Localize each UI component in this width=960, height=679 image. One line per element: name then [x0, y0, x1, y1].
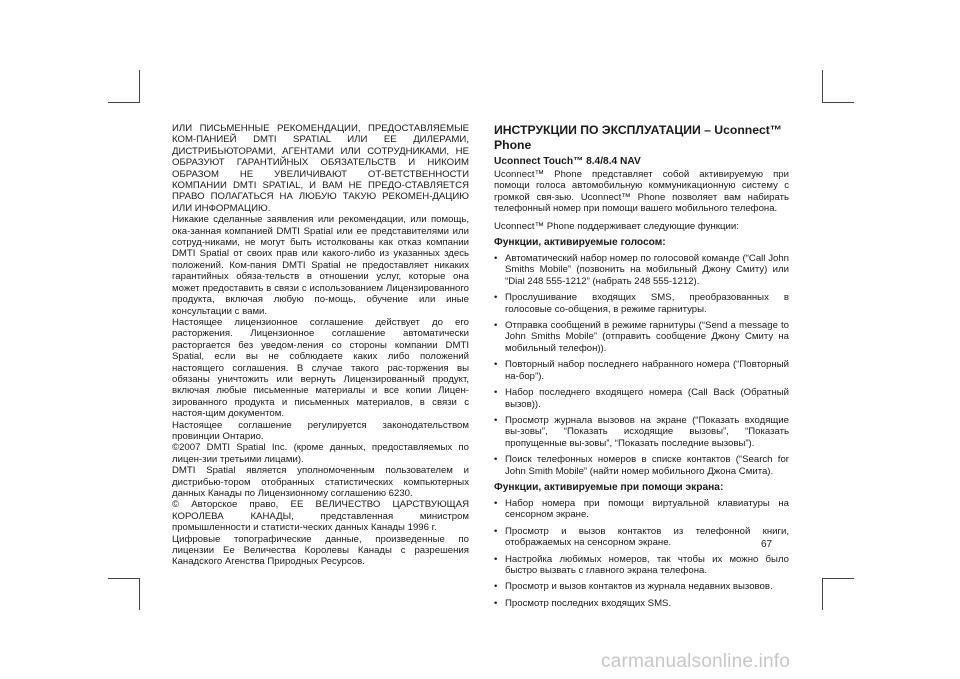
- list-item: • Отправка сообщений в режиме гарнитуры (“Send a message to John Smiths Mobile” (отправить сообщение Джону Смиту на мобильный телефон)).: [494, 320, 789, 354]
- crop-mark: [139, 578, 140, 610]
- bullet-icon: •: [494, 359, 498, 371]
- crop-mark: [822, 70, 823, 102]
- voice-functions-heading: Функции, активируемые голосом:: [494, 237, 666, 249]
- list-item: • Прослушивание входящих SMS, преобразованных в голосовые со-общения, в режиме гарнитуры.: [494, 292, 789, 315]
- left-column: [172, 123, 469, 568]
- list-item: • Набор номера при помощи виртуальной клавиатуры на сенсорном экране.: [494, 497, 789, 521]
- list-item: • Автоматический набор номер по голосовой команде (“Call John Smiths Mobile” (позвонить на мобильный Джону Смиту) или “Dial 248 555-1212” (набрать 248 555-1212).: [494, 253, 789, 287]
- crop-mark: [108, 102, 140, 103]
- list-item: • Просмотр журнала вызовов на экране (“Показать входящие вы-зовы”, “Показать исходящие вызовы”, “Показать пропущенные вы-зовы”, “Показать последние вызовы”).: [494, 414, 789, 449]
- list-item: • Повторный набор последнего набранного номера (“Повторный на-бор”).: [494, 359, 789, 382]
- bullet-icon: •: [494, 581, 498, 593]
- bullet-icon: •: [494, 525, 498, 537]
- bullet-icon: •: [494, 292, 498, 304]
- bullet-icon: •: [494, 553, 498, 565]
- disclaimer-paragraph: ИЛИ ПИСЬМЕННЫЕ РЕКОМЕНДАЦИИ, ПРЕДОСТАВЛЯЕМЫЕ КОМ-ПАНИЕЙ DMTI SPATIAL ИЛИ ЕЕ ДИЛЕРАМИ, ДИСТРИБЬЮТОРАМИ, АГЕНТАМИ ИЛИ СОТРУДНИКАМИ, НЕ ОБРАЗУЮТ ГАРАНТИЙНЫХ ОБЯЗАТЕЛЬСТВ И НИКОИМ ОБРАЗОМ НЕ УВЕЛИЧИВАЮТ ОТ-ВЕТСТВЕННОСТИ КОМПАНИИ DMTI SPATIAL, И ВАМ НЕ ПРЕДО-СТАВЛЯЕТСЯ ПРАВО ПОЛАГАТЬСЯ НА ЛЮБУЮ ТАКУЮ РЕКОМЕН-ДАЦИЮ ИЛИ ИНФОРМАЦИЮ.: [172, 123, 469, 214]
- bullet-icon: •: [494, 497, 498, 509]
- bullet-icon: •: [494, 387, 498, 399]
- screen-functions-list: [494, 498, 789, 609]
- screen-functions-heading: Функции, активируемые при помощи экрана:: [494, 481, 724, 493]
- list-item: • Просмотр последних входящих SMS.: [494, 597, 672, 609]
- crown-copyright-paragraph: © Авторское право, ЕЕ ВЕЛИЧЕСТВО ЦАРСТВУЮЩАЯ КОРОЛЕВА КАНАДЫ, представленная министром промышленности и статисти-ческих данных Канады 1996 г.: [172, 499, 469, 534]
- intro-paragraph: Uconnect™ Phone представляет собой активируемую при помощи голоса автомобильную коммуникационную систему с громкой свя-зью. Uconnect™ Phone позволяет вам набирать телефонный номер при помощи вашего мобильного телефона.: [494, 169, 789, 215]
- supports-line: Uconnect™ Phone поддерживает следующие функции:: [494, 220, 739, 232]
- section-subtitle: Uconnect Touch™ 8.4/8.4 NAV: [494, 156, 641, 167]
- termination-paragraph: Настоящее лицензионное соглашение действует до его расторжения. Лицензионное соглашение автоматически расторгается без уведом-ления со стороны компании DMTI Spatial, если вы не соблюдаете каких либо положений настоящего соглашения. В случае такого рас-торжения вы обязаны уничтожить или вернуть Лицензированный продукт, включая любые письменные материалы и все копии Лицен-зированного продукта и письменных материалов, в связи с настоя-щим документом.: [172, 316, 469, 420]
- crop-mark: [822, 578, 854, 579]
- crop-mark: [822, 102, 854, 103]
- crop-mark: [139, 70, 140, 102]
- bullet-icon: •: [494, 320, 498, 332]
- right-column: [494, 123, 789, 614]
- bullet-icon: •: [494, 454, 498, 466]
- crop-mark: [822, 578, 823, 610]
- crop-mark: [108, 578, 140, 579]
- distributor-paragraph: DMTI Spatial является уполномоченным пользователем и дистрибью-тором отобранных статистических компьютерных данных Канады по Лицензионному соглашению 6230.: [172, 465, 469, 499]
- list-item: • Поиск телефонных номеров в списке контактов (“Search for John Smith Mobile” (найти номер мобильного Джона Смита).: [494, 454, 789, 477]
- watermark-text[interactable]: carmanualsonline.info: [601, 651, 791, 672]
- list-item: • Настройка любимых номеров, так чтобы их можно было быстро вызвать с главного экрана телефона.: [494, 553, 789, 576]
- bullet-icon: •: [494, 414, 498, 426]
- page-number: 67: [761, 539, 773, 550]
- section-title: ИНСТРУКЦИИ ПО ЭКСПЛУАТАЦИИ – Uconnect™ Phone: [494, 123, 783, 152]
- voice-functions-list: [494, 253, 789, 477]
- bullet-icon: •: [494, 253, 498, 265]
- governing-law-paragraph: Настоящее соглашение регулируется законодательством провинции Онтарио.: [172, 419, 469, 442]
- bullet-icon: •: [494, 597, 498, 609]
- list-item: • Набор последнего входящего номера (Call Back (Обратный вызов)).: [494, 387, 789, 410]
- list-item: • Просмотр и вызов контактов из журнала недавних вызовов.: [494, 581, 773, 593]
- list-item: • Просмотр и вызов контактов из телефонной книги, отображаемых на сенсорном экране.: [494, 525, 789, 549]
- copyright-paragraph: ©2007 DMTI Spatial Inc. (кроме данных, предоставляемых по лицен-зии третьими лицами).: [172, 442, 469, 465]
- topographic-data-paragraph: Цифровые топографические данные, произведенные по лицензии Ее Величества Королевы Канады с разрешения Канадского Агенства Природных Ресурсов.: [172, 533, 469, 568]
- recommendations-paragraph: Никакие сделанные заявления или рекомендации, или помощь, ока-занная компанией DMTI Spatial или ее представителями или сотруд-никами, не могут быть истолкованы как отказ компании DMTI Spatial от своих прав или какого-либо из указанных здесь положений. Ком-пания DMTI Spatial не предоставляет никаких гарантийных обяза-тельств в отношении услуг, которые она может предоставить в связи с использованием Лицензированного продукта, включая любую по-мощь, обучение или иные консультации с вами.: [172, 214, 469, 317]
